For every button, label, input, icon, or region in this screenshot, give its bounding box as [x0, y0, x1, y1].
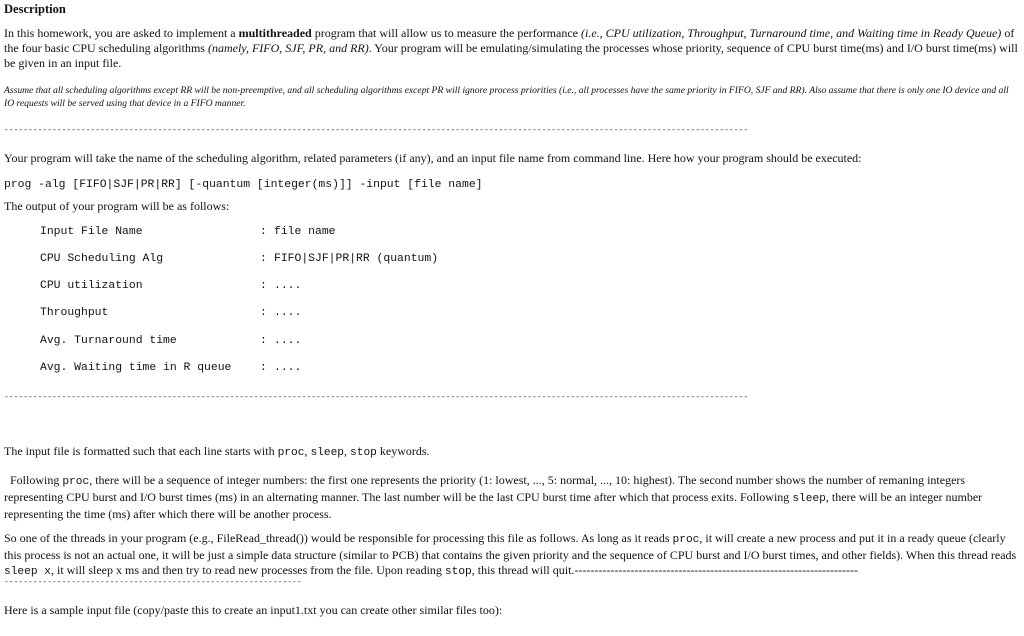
format-text: keywords.	[376, 444, 430, 458]
command-line: prog -alg [FIFO|SJF|PR|RR] [-quantum [integer(ms)]] -input [file name]	[4, 179, 483, 191]
divider: -----------------------------------------------------------------------------------------------------------------------------------------------------------	[4, 126, 749, 135]
intro-text: . Your program will be emulating/simulating the processes whose priority, sequence of CPU burst time(ms) and I/O burst time(ms) will be given in an input file.	[4, 41, 1018, 70]
following-text: Following	[4, 473, 63, 487]
threads-text: So one of the threads in your program (e.g., FileRead_thread()) would be responsible for processing this file as follows. As long as it reads	[4, 531, 673, 545]
keyword-stop: stop	[444, 566, 472, 578]
output-row	[40, 253, 438, 265]
output-value: file name	[274, 226, 336, 238]
output-sep: :	[260, 335, 267, 347]
keyword-proc: proc	[672, 534, 700, 546]
following-paragraph	[4, 473, 1018, 522]
format-text: ,	[304, 444, 311, 458]
intro-paragraph	[4, 26, 1018, 71]
intro-italic: (namely, FIFO, SJF, PR, and RR)	[207, 41, 369, 55]
output-label: CPU Scheduling Alg	[40, 253, 164, 265]
intro-italic: (i.e., CPU utilization, Throughput, Turnaround time, and Waiting time in Ready Queue)	[580, 26, 1002, 40]
sample-intro: Here is a sample input file (copy/paste this to create an input1.txt you can create other similar files too):	[4, 603, 503, 617]
output-value: ....	[274, 362, 302, 374]
threads-paragraph	[4, 531, 1018, 580]
keyword-proc: proc	[62, 476, 90, 488]
output-value: ....	[274, 335, 302, 347]
threads-text: , it will sleep x ms and then try to read new processes from the file. Upon reading	[51, 563, 445, 577]
divider: --------------------------------------------------------------	[4, 578, 302, 587]
output-label: Avg. Turnaround time	[40, 335, 177, 347]
output-sep: :	[260, 307, 267, 319]
output-label: Input File Name	[40, 226, 143, 238]
intro-text: program that will allow us to measure the performance	[311, 26, 581, 40]
output-label: Avg. Waiting time in R queue	[40, 362, 232, 374]
threads-text: , it will create a new process and put it in a ready queue (clearly this process is not an actual one, it will be just a simple data structure (similar to PCB) that contains the given priority and the sequence of CPU burst and I/O burst times, and other fields). When this thread reads	[4, 531, 1017, 562]
output-row	[40, 307, 301, 319]
output-row	[40, 362, 301, 374]
divider: -----------------------------------------------------------------------------------------------------------------------------------------------------------	[4, 393, 749, 402]
output-sep: :	[260, 280, 267, 292]
format-text: ,	[344, 444, 351, 458]
output-row	[40, 335, 301, 347]
keyword-sleep: sleep	[792, 493, 826, 505]
output-sep: :	[260, 253, 267, 265]
format-text: The input file is formatted such that each line starts with	[4, 444, 278, 458]
keyword-sleep: sleep	[310, 447, 345, 459]
threads-text: , this thread will quit.-----------------------------------------------------------------------	[471, 563, 859, 577]
output-value: ....	[274, 307, 302, 319]
following-text: , there will be a sequence of integer numbers: the first one represents the priority (1: lowest, ..., 5: normal, ..., 10: highest). The second number shows the number of remaning integers representing CPU burst and I/O burst times (ms) in an alternating manner. The last number will be the last CPU burst time after which that process exits. Following	[4, 473, 969, 504]
output-value: FIFO|SJF|PR|RR (quantum)	[274, 253, 439, 265]
keyword-stop: stop	[350, 447, 377, 459]
output-sep: :	[260, 362, 267, 374]
following-text: , there will be an integer number representing the time (ms) after which there will be another process.	[4, 490, 986, 521]
format-line	[4, 444, 1018, 461]
output-sep: :	[260, 226, 267, 238]
intro-bold: multithreaded	[238, 26, 312, 40]
output-row	[40, 280, 301, 292]
output-label: Throughput	[40, 307, 109, 319]
output-row	[40, 226, 336, 238]
output-intro: The output of your program will be as follows:	[4, 199, 230, 213]
output-value: ....	[274, 280, 302, 292]
intro-text: In this homework, you are asked to implement a	[4, 26, 239, 40]
keyword-proc: proc	[277, 447, 305, 459]
keyword-sleep-x: sleep x	[4, 566, 51, 578]
section-heading: Description	[4, 2, 66, 16]
usage-intro: Your program will take the name of the scheduling algorithm, related parameters (if any), and an input file name from command line. Here how your program should be executed:	[4, 151, 862, 165]
intro-text: of the four basic CPU scheduling algorithms	[4, 26, 1015, 55]
assumption-note: Assume that all scheduling algorithms except RR will be non-preemptive, and all scheduling algorithms except PR will ignore process priorities (i.e., all processes have the same priority in FIFO, SJF and RR). Also assume that there is only one IO device and all IO requests will be served using that device in a FIFO manner.	[4, 85, 1009, 109]
output-label: CPU utilization	[40, 280, 143, 292]
